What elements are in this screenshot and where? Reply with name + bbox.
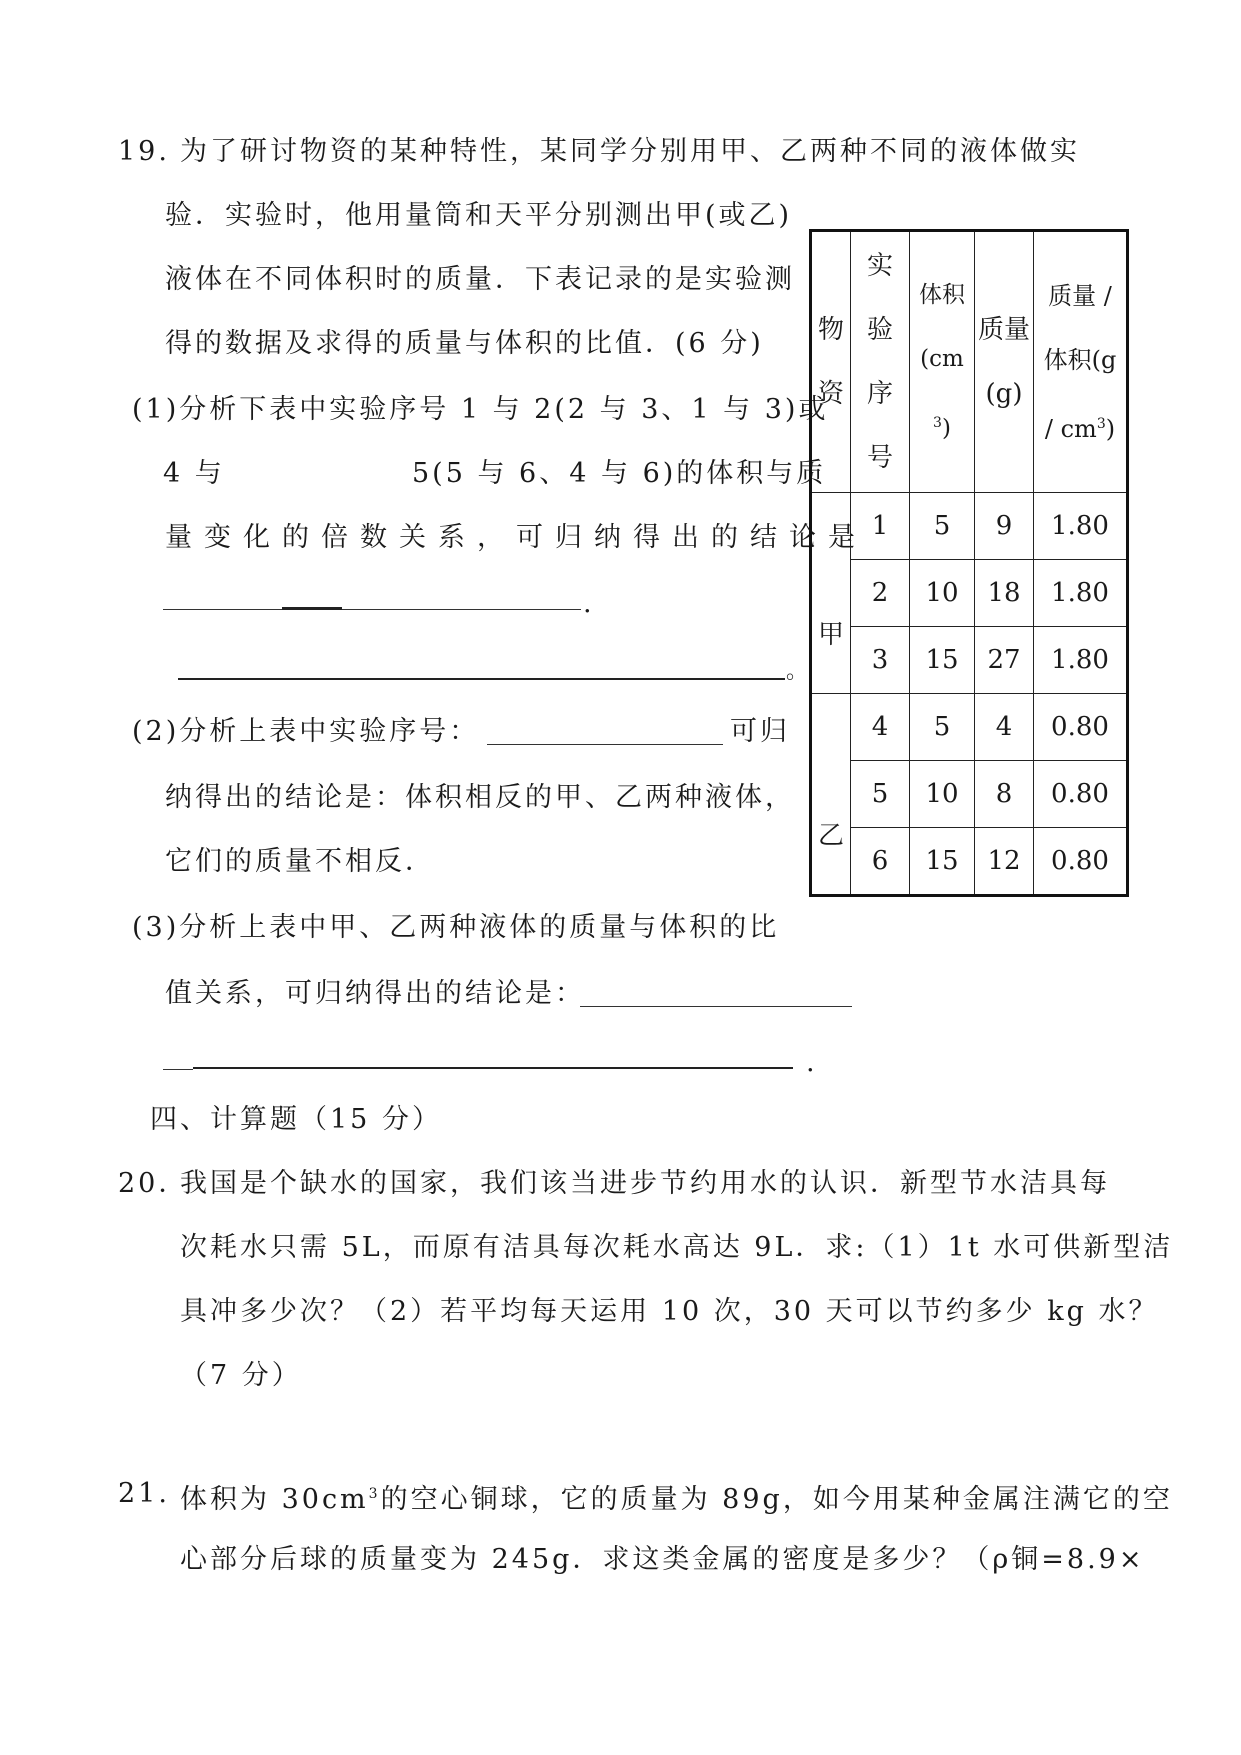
cell-volume: 10 [910,560,975,627]
cell-ratio: 0.80 [1034,828,1128,896]
answer-blank-line [580,1006,852,1007]
question-19-line-2: 验．实验时，他用量筒和天平分别测出甲(或乙) [165,200,793,231]
question-19-part-2-line-2: 纳得出的结论是：体积相反的甲、乙两种液体， [165,782,795,813]
cell-mass: 18 [975,560,1034,627]
cell-volume: 15 [910,828,975,896]
header-ratio: 质量 / 体积(g / $cm^3$) [1034,231,1128,493]
question-19-part-2-line-3: 它们的质量不相反． [165,846,435,877]
cell-ratio: 0.80 [1034,694,1128,761]
section-4-title: 四、计算题（15 分） [150,1104,442,1135]
answer-blank-end-dot: . [806,1047,818,1078]
table-row [811,560,1128,627]
question-20-line-4: （7 分） [180,1360,302,1391]
cell-mass: 4 [975,694,1034,761]
cell-mass: 8 [975,761,1034,828]
answer-blank-line [178,678,785,680]
question-21-line-2: 心部分后球的质量变为 245g．求这类金属的密度是多少？（ρ铜=8.9× [180,1544,1145,1575]
question-21-line-1: 体积为 $30cm^3$的空心铜球，它的质量为 89g，如今用某种金属注满它的空 [180,1484,1173,1515]
group-label-yi: 乙 [811,694,851,896]
table-row [811,694,1128,761]
question-19-number: 19. [118,136,170,167]
cell-ratio: 1.80 [1034,560,1128,627]
group-label-jia: 甲 [811,493,851,694]
table-row [811,627,1128,694]
answer-blank-end-circle: 。 [786,659,812,684]
question-20-number: 20． [118,1168,189,1199]
header-mass: 质量(g) [975,231,1034,493]
question-21-number: 21. [118,1478,170,1509]
question-19-line-3: 液体在不同体积时的质量．下表记录的是实验测 [165,264,795,295]
question-19-part-1-line-2b: 5(5 与 6、4 与 6)的体积与质 [412,458,827,489]
answer-blank-end-dot: . [583,588,595,619]
question-19-line-4: 得的数据及求得的质量与体积的比值．(6 分) [165,328,764,359]
cell-volume: 5 [910,493,975,560]
cell-mass: 12 [975,828,1034,896]
question-19-line-1: 为了研讨物资的某种特性，某同学分别用甲、乙两种不同的液体做实 [180,136,1080,167]
answer-blank-line [193,1067,793,1069]
question-19-part-1-line-3: 量变化的倍数关系，可归纳得出的结论是 [165,522,867,553]
question-19-part-2-line-1a: (2)分析上表中实验序号： [132,716,480,747]
cell-volume: 15 [910,627,975,694]
cell-seq: 3 [851,627,910,694]
header-sequence: 实验序号 [851,231,910,493]
cell-seq: 2 [851,560,910,627]
data-table [809,229,1129,897]
question-19-part-2-line-1b: 可归 [730,716,790,747]
question-19-part-1-line-1: (1)分析下表中实验序号 1 与 2(2 与 3、1 与 3)或 [132,394,829,425]
question-19-part-3-line-1: (3)分析上表中甲、乙两种液体的质量与体积的比 [132,912,780,943]
cell-volume: 10 [910,761,975,828]
answer-blank-line [163,609,581,610]
header-substance: 物资 [811,231,851,493]
table-row [811,828,1128,896]
question-20-line-2: 次耗水只需 5L，而原有洁具每次耗水高达 9L．求:（1）1t 水可供新型洁 [180,1232,1174,1263]
cell-ratio: 1.80 [1034,627,1128,694]
answer-blank-line-segment [282,607,342,610]
table-row [811,761,1128,828]
cell-seq: 4 [851,694,910,761]
table-row [811,493,1128,560]
cell-mass: 9 [975,493,1034,560]
header-volume: 体积$(cm^3)$ [910,231,975,493]
question-20-line-1: 我国是个缺水的国家，我们该当进步节约用水的认识．新型节水洁具每 [180,1168,1110,1199]
cell-volume: 5 [910,694,975,761]
question-19-part-1-line-2a: 4 与 [163,458,225,489]
cell-seq: 6 [851,828,910,896]
cell-seq: 1 [851,493,910,560]
answer-blank-line-segment [163,1069,193,1070]
question-20-line-3: 具冲多少次？（2）若平均每天运用 10 次，30 天可以节约多少 kg 水？ [180,1296,1159,1327]
cell-seq: 5 [851,761,910,828]
table-header-row [811,231,1128,493]
cell-mass: 27 [975,627,1034,694]
answer-blank-line [487,744,723,745]
cell-ratio: 0.80 [1034,761,1128,828]
question-19-part-3-line-2: 值关系，可归纳得出的结论是： [165,978,585,1009]
cell-ratio: 1.80 [1034,493,1128,560]
